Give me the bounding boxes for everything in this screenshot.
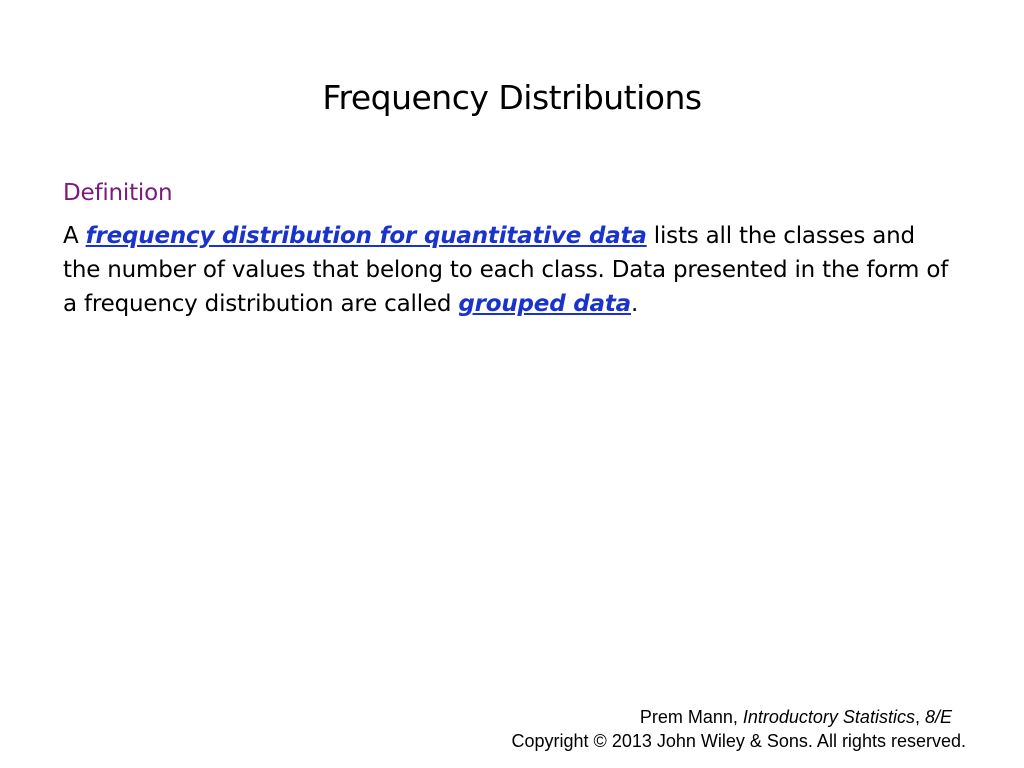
term-link-grouped-data[interactable]: grouped data bbox=[458, 291, 631, 317]
footer-edition: 8/E bbox=[924, 707, 952, 727]
definition-label: Definition bbox=[63, 180, 173, 206]
footer-citation bbox=[512, 705, 966, 729]
definition-body bbox=[63, 219, 953, 321]
term-link-frequency-distribution[interactable]: frequency distribution for quantitative data bbox=[85, 223, 647, 249]
slide-title: Frequency Distributions bbox=[322, 78, 702, 117]
footer-book-title: Introductory Statistics bbox=[742, 707, 915, 727]
body-intro: A bbox=[63, 223, 86, 249]
footer-author: Prem Mann, bbox=[639, 707, 743, 727]
slide-footer bbox=[512, 705, 966, 753]
footer-separator: , bbox=[914, 707, 925, 727]
footer-copyright: Copyright © 2013 John Wiley & Sons. All rights reserved. bbox=[511, 731, 966, 751]
body-end: . bbox=[630, 291, 639, 317]
body-middle: lists all the classes and the number of values that belong to each class. Data presented in the form of a frequency distribution are called bbox=[63, 223, 949, 317]
